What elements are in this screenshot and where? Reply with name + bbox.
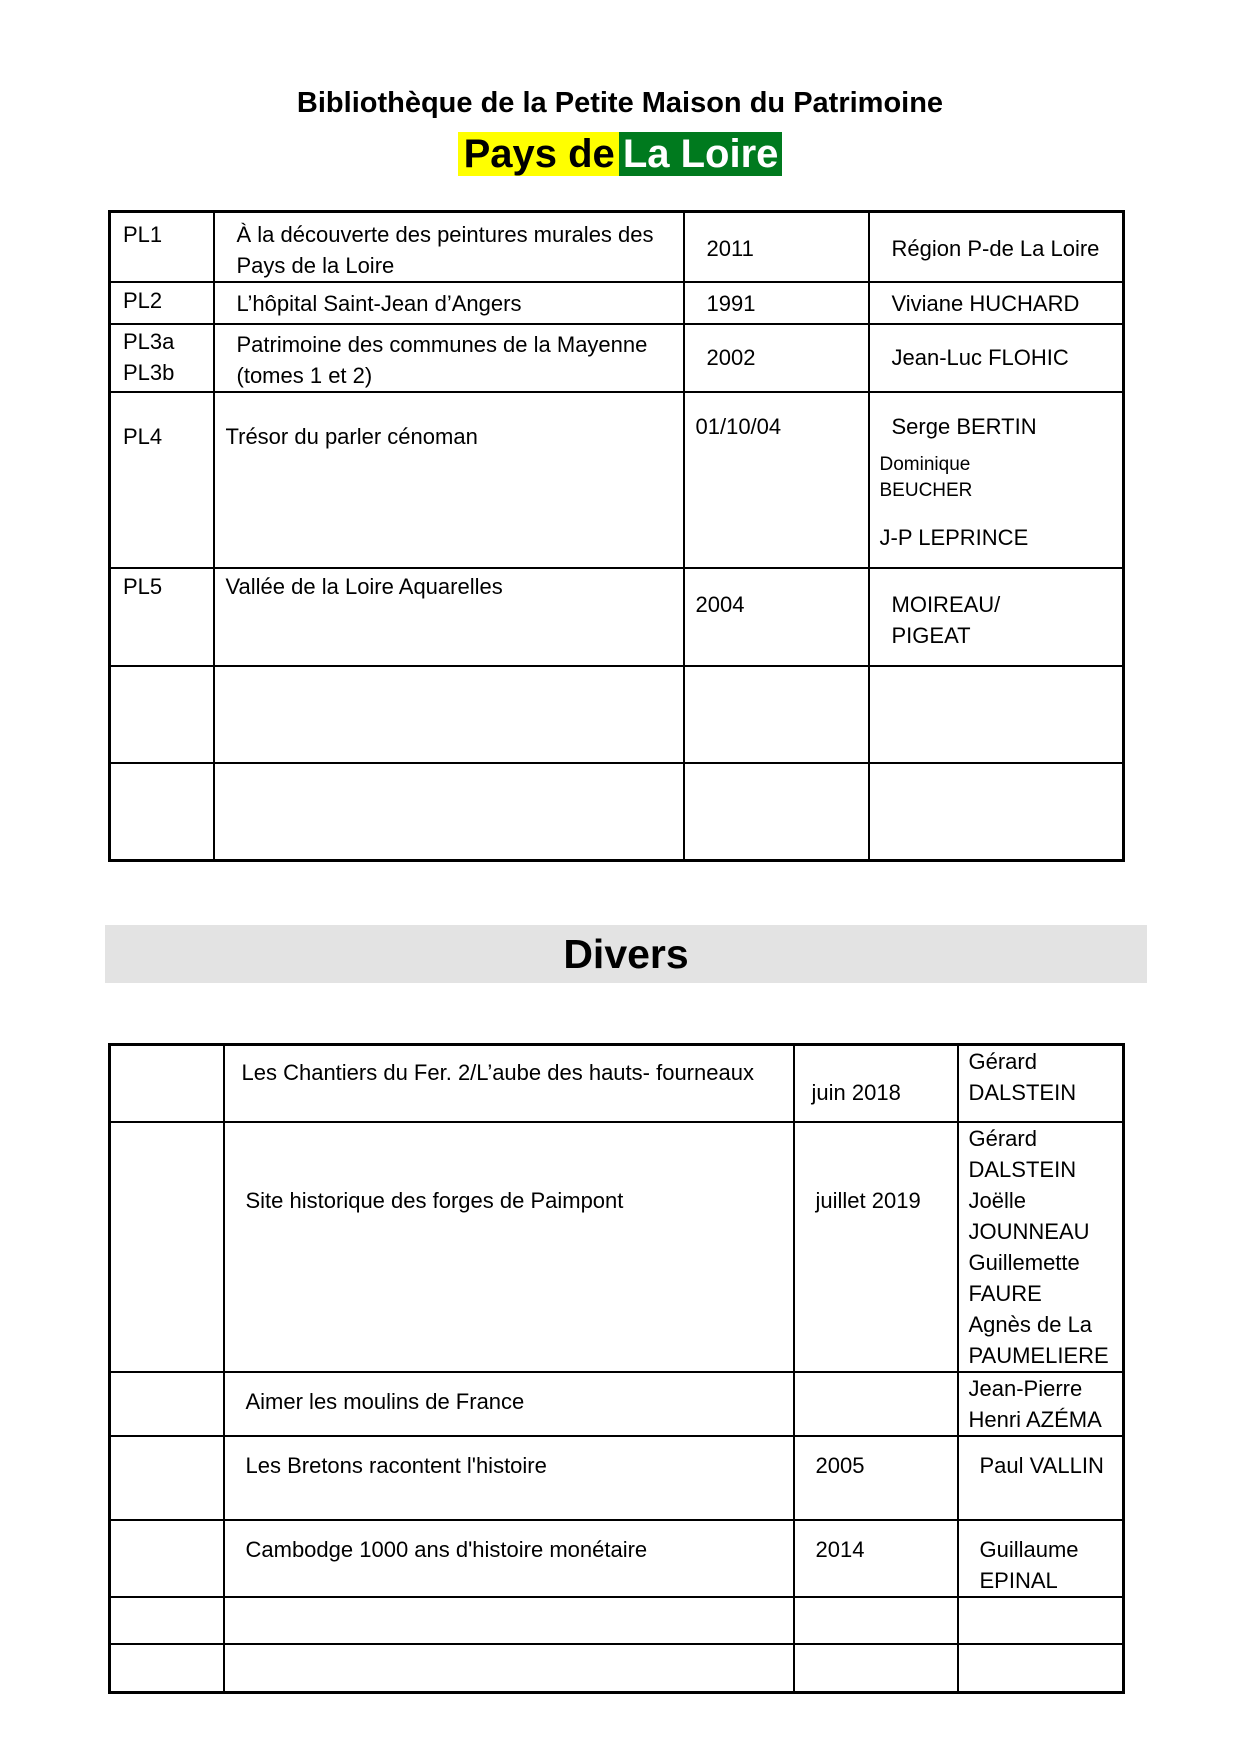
book-author: J-P LEPRINCE	[879, 525, 1029, 550]
section-heading-divers: Divers	[105, 925, 1147, 983]
book-author: Région P-de La Loire	[869, 212, 1124, 283]
table-row	[110, 1520, 1124, 1597]
book-author: Paul VALLIN	[958, 1436, 1124, 1520]
book-title	[214, 666, 684, 763]
book-year: 2004	[684, 568, 869, 666]
book-year: juin 2018	[794, 1045, 958, 1122]
book-code	[110, 1045, 224, 1122]
book-author	[958, 1597, 1124, 1644]
book-title: L’hôpital Saint-Jean d’Angers	[214, 282, 684, 324]
table-row	[110, 763, 1124, 860]
book-title: Cambodge 1000 ans d'histoire monétaire	[224, 1520, 794, 1597]
table-row	[110, 282, 1124, 324]
table-row	[110, 212, 1124, 283]
book-title: Trésor du parler cénoman	[214, 392, 684, 568]
book-year	[684, 666, 869, 763]
book-title: Patrimoine des communes de la Mayenne (tomes 1 et 2)	[214, 324, 684, 392]
book-title: Vallée de la Loire Aquarelles	[214, 568, 684, 666]
book-authors	[869, 392, 1124, 568]
book-code	[110, 1122, 224, 1372]
region-heading-part2: La Loire	[619, 132, 783, 176]
book-author: Jean-Luc FLOHIC	[869, 324, 1124, 392]
book-year: 01/10/04	[684, 392, 869, 568]
book-title: Aimer les moulins de France	[224, 1372, 794, 1436]
region-heading-part1: Pays de	[458, 132, 619, 176]
book-code	[110, 1372, 224, 1436]
book-code	[110, 763, 214, 860]
book-year: 2005	[794, 1436, 958, 1520]
book-code: PL3a PL3b	[110, 324, 214, 392]
book-year	[794, 1644, 958, 1693]
table-row	[110, 568, 1124, 666]
book-author: Guillaume EPINAL	[958, 1520, 1124, 1597]
table-row	[110, 1436, 1124, 1520]
book-title	[224, 1644, 794, 1693]
book-code	[110, 1597, 224, 1644]
book-code: PL1	[110, 212, 214, 283]
book-code	[110, 1520, 224, 1597]
book-author: Dominique	[879, 454, 971, 475]
book-year	[794, 1372, 958, 1436]
table-row	[110, 666, 1124, 763]
book-year: 2011	[684, 212, 869, 283]
book-author: Gérard DALSTEIN Joëlle JOUNNEAU Guillemette FAURE Agnès de La PAUMELIERE	[958, 1122, 1124, 1372]
table-row	[110, 1372, 1124, 1436]
book-code	[110, 1644, 224, 1693]
book-author: Serge BERTIN	[891, 414, 1037, 439]
book-title: Les Chantiers du Fer. 2/L’aube des hauts- fourneaux	[224, 1045, 794, 1122]
book-year: 2014	[794, 1520, 958, 1597]
book-year: juillet 2019	[794, 1122, 958, 1372]
book-title: À la découverte des peintures murales des Pays de la Loire	[214, 212, 684, 283]
book-title	[224, 1597, 794, 1644]
book-year: 1991	[684, 282, 869, 324]
book-author: Viviane HUCHARD	[869, 282, 1124, 324]
book-author: Jean-Pierre Henri AZÉMA	[958, 1372, 1124, 1436]
region-book-table	[108, 210, 1125, 862]
book-code: PL4	[110, 392, 214, 568]
table-row	[110, 1045, 1124, 1122]
book-author: Gérard DALSTEIN	[958, 1045, 1124, 1122]
region-heading	[0, 126, 1240, 182]
book-author: MOIREAU/ PIGEAT	[869, 568, 1124, 666]
table-row	[110, 1122, 1124, 1372]
book-code	[110, 666, 214, 763]
table-row	[110, 324, 1124, 392]
book-title: Site historique des forges de Paimpont	[224, 1122, 794, 1372]
book-author	[869, 763, 1124, 860]
book-title: Les Bretons racontent l'histoire	[224, 1436, 794, 1520]
table-row	[110, 392, 1124, 568]
book-author	[869, 666, 1124, 763]
book-code	[110, 1436, 224, 1520]
book-code: PL2	[110, 282, 214, 324]
book-year	[794, 1597, 958, 1644]
table-row	[110, 1644, 1124, 1693]
book-author	[958, 1644, 1124, 1693]
book-code: PL5	[110, 568, 214, 666]
library-title: Bibliothèque de la Petite Maison du Patrimoine	[296, 87, 944, 119]
book-year: 2002	[684, 324, 869, 392]
book-title	[214, 763, 684, 860]
book-year	[684, 763, 869, 860]
divers-book-table	[108, 1043, 1125, 1694]
book-author: BEUCHER	[879, 480, 973, 501]
table-row	[110, 1597, 1124, 1644]
